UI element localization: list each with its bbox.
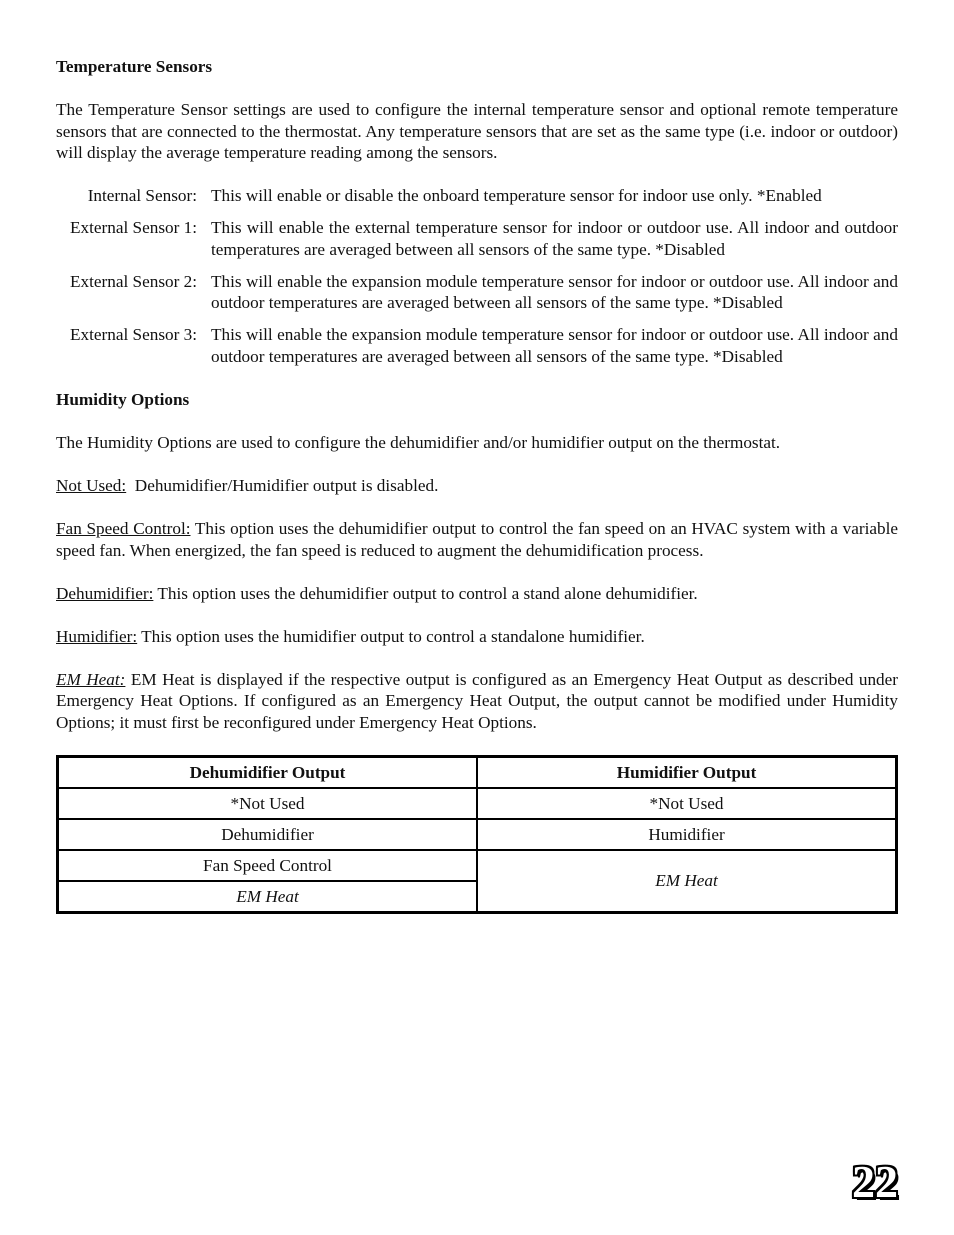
- table-row: [58, 819, 897, 850]
- option-description: Dehumidifier/Humidifier output is disabled.: [126, 476, 439, 495]
- sensor-row-external-3: [56, 324, 898, 367]
- option-description: This option uses the humidifier output to control a standalone humidifier.: [137, 626, 645, 646]
- option-description: EM Heat is displayed if the respective output is configured as an Emergency Heat Output as described under Emergency Heat Options. If configured as an Emergency Heat Output, the output cannot be modified under Humidity Options; it must first be reconfigured under Emergency Heat Options.: [56, 669, 899, 732]
- sensor-label: External Sensor 3:: [70, 325, 197, 344]
- humidity-options-intro: The Humidity Options are used to configure the dehumidifier and/or humidifier output on the thermostat.: [56, 433, 781, 452]
- sensor-description: This will enable or disable the onboard temperature sensor for indoor use only. *Enabled: [211, 186, 822, 205]
- sensor-label: Internal Sensor:: [87, 186, 197, 205]
- table-row: [58, 788, 897, 819]
- page-number: 22: [852, 1156, 898, 1207]
- option-description: This option uses the dehumidifier output to control a stand alone dehumidifier.: [153, 583, 698, 603]
- option-term: Fan Speed Control:: [56, 519, 191, 538]
- option-fan-speed-control: [56, 518, 898, 561]
- document-page: [56, 56, 898, 914]
- table-cell: Fan Speed Control: [58, 850, 478, 881]
- temperature-sensors-heading: Temperature Sensors: [56, 57, 213, 76]
- humidity-options-heading: Humidity Options: [56, 390, 190, 409]
- option-term: Dehumidifier:: [56, 583, 154, 603]
- option-term: Humidifier:: [56, 626, 138, 646]
- option-description: This option uses the dehumidifier output to control the fan speed on an HVAC system with a variable speed fan. When energized, the fan speed is reduced to augment the dehumidification process.: [56, 519, 898, 560]
- sensor-list: [56, 185, 898, 367]
- option-humidifier: [56, 626, 898, 648]
- option-dehumidifier: [56, 583, 898, 605]
- option-term: Not Used:: [56, 476, 127, 495]
- table-cell: EM Heat: [58, 881, 478, 913]
- option-term: EM Heat:: [56, 669, 126, 689]
- sensor-row-internal: [56, 185, 898, 207]
- sensor-description: This will enable the expansion module temperature sensor for indoor or outdoor use. All indoor and outdoor temperatures are averaged between all sensors of the same type. *Disabled: [211, 325, 898, 366]
- sensor-label: External Sensor 2:: [70, 271, 197, 291]
- sensor-row-external-1: [56, 217, 898, 260]
- table-cell: Humidifier: [477, 819, 897, 850]
- sensor-label: External Sensor 1:: [70, 218, 197, 237]
- temperature-sensors-intro: The Temperature Sensor settings are used to configure the internal temperature sensor and optional remote temperature sensors that are connected to the thermostat. Any temperature sensors that are set as the same type (i.e. indoor or outdoor) will display the average temperature reading among the sensors.: [56, 100, 898, 162]
- sensor-row-external-2: [56, 271, 898, 314]
- sensor-description: This will enable the expansion module temperature sensor for indoor or outdoor use. All indoor and outdoor temperatures are averaged between all sensors of the same type. *Disabled: [211, 271, 898, 312]
- option-not-used: [56, 475, 898, 497]
- table-cell: Dehumidifier: [58, 819, 478, 850]
- table-header: Dehumidifier Output: [58, 757, 478, 789]
- table-cell: *Not Used: [477, 788, 897, 819]
- table-header-row: [58, 757, 897, 789]
- output-options-table: [56, 755, 898, 914]
- option-em-heat: [56, 669, 898, 734]
- table-cell: EM Heat: [477, 850, 897, 913]
- table-header: Humidifier Output: [477, 757, 897, 789]
- table-cell: *Not Used: [58, 788, 478, 819]
- table-row: [58, 850, 897, 881]
- sensor-description: This will enable the external temperature sensor for indoor or outdoor use. All indoor and outdoor temperatures are averaged between all sensors of the same type. *Disabled: [211, 218, 898, 259]
